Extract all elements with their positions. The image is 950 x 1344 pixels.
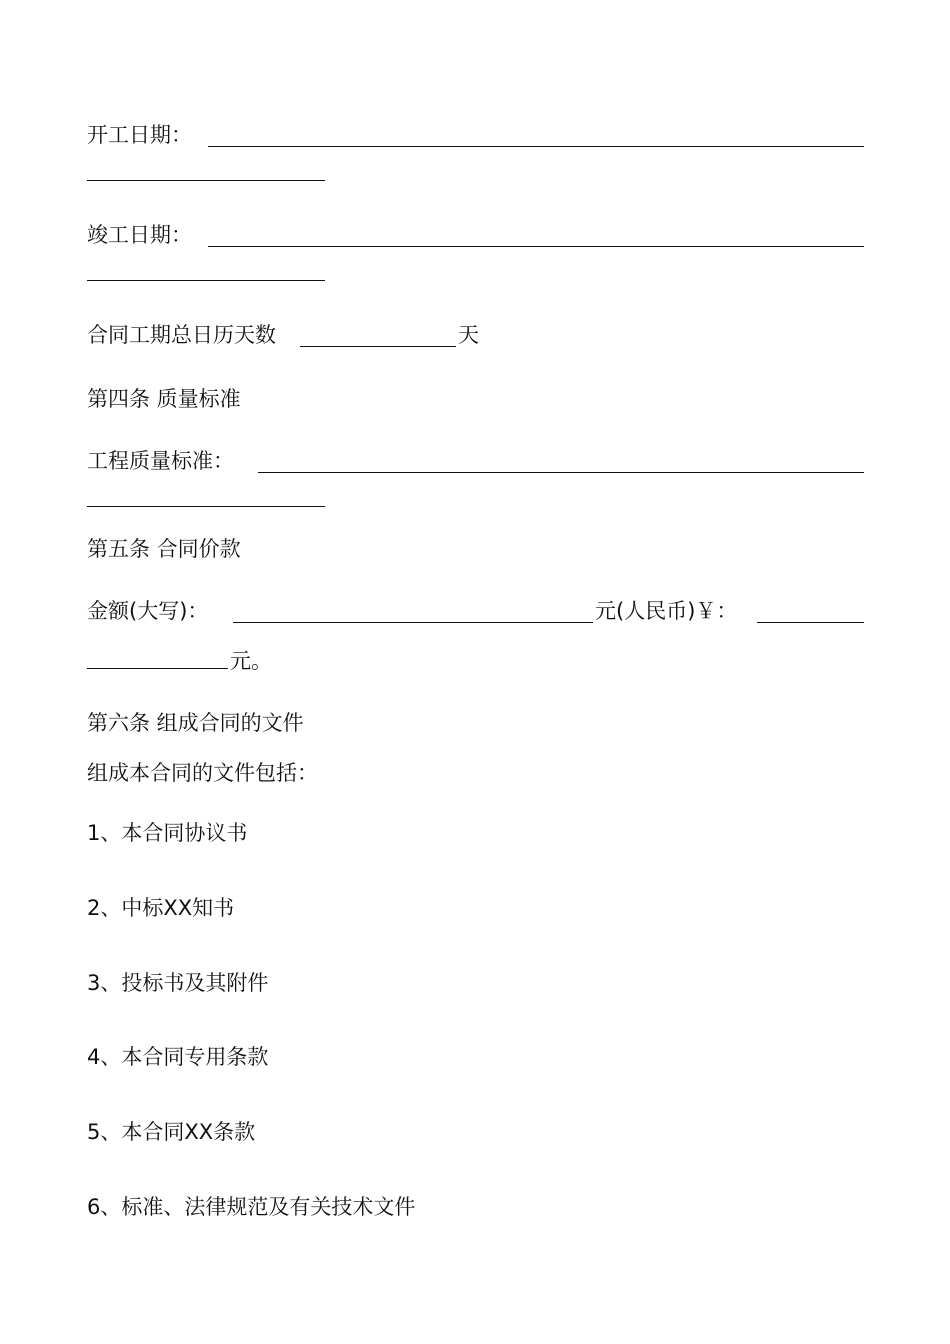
list-item: 2、中标XX知书 (87, 896, 235, 920)
amount-currency-label: 元(人民币)￥： (595, 599, 738, 623)
list-item: 6、标准、法律规范及有关技术文件 (87, 1195, 416, 1219)
article5-title: 第五条 合同价款 (87, 537, 241, 561)
docs-intro: 组成本合同的文件包括： (87, 761, 318, 785)
quality-label: 工程质量标准： (87, 449, 234, 473)
list-item: 4、本合同专用条款 (87, 1045, 269, 1069)
amount-words-blank[interactable] (233, 622, 593, 623)
start-date-label: 开工日期： (87, 123, 192, 147)
end-date-blank[interactable] (208, 246, 864, 247)
amount-label: 金额(大写)： (87, 599, 209, 623)
start-date-blank[interactable] (208, 146, 864, 147)
list-item: 1、本合同协议书 (87, 821, 248, 845)
end-date-blank-continued[interactable] (87, 280, 325, 281)
end-date-label: 竣工日期： (87, 223, 192, 247)
article6-title: 第六条 组成合同的文件 (87, 711, 304, 735)
amount-figures-blank-continued[interactable] (87, 668, 228, 669)
start-date-blank-continued[interactable] (87, 180, 325, 181)
article4-title: 第四条 质量标准 (87, 387, 241, 411)
duration-blank[interactable] (300, 346, 456, 347)
quality-blank-continued[interactable] (87, 506, 325, 507)
list-item: 5、本合同XX条款 (87, 1120, 256, 1144)
amount-end: 元。 (230, 649, 272, 673)
duration-unit: 天 (458, 323, 479, 347)
list-item: 3、投标书及其附件 (87, 971, 269, 995)
duration-label: 合同工期总日历天数 (87, 323, 276, 347)
quality-blank[interactable] (258, 472, 864, 473)
amount-figures-blank[interactable] (757, 622, 864, 623)
